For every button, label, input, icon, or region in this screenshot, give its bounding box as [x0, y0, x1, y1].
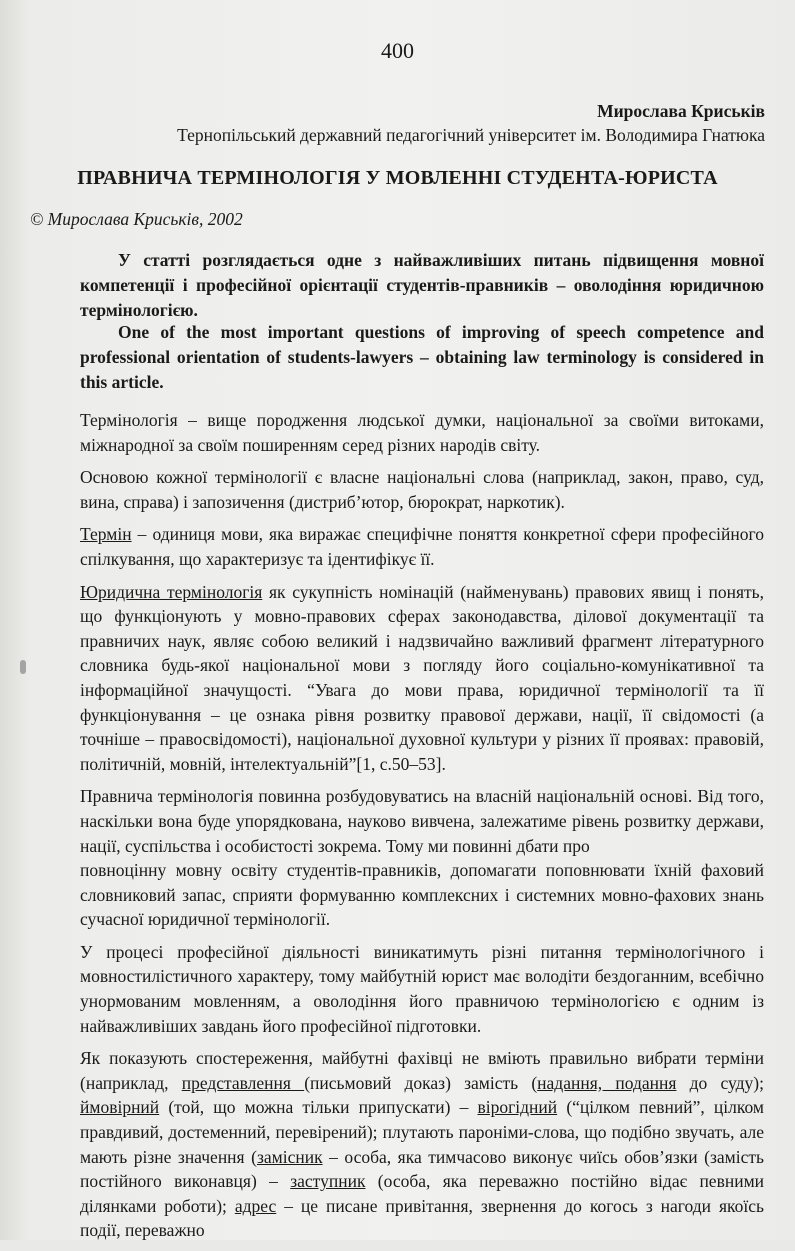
p8-text-e: (“цілком певний”, цілком правдивий, достеменний, перевірений); плутають пароніми-слова, що подібно звучать, але мають різне значення ( [80, 1097, 765, 1167]
article-body [80, 408, 764, 1251]
paragraph-5: Правнича термінологія повинна розбудовуватись на власній національній основі. Від того, наскільки вона буде упорядкована, науково вивчена, залежатиме рівень розвитку держави, нації, суспільства і особистості зокрема. Тому ми повинні дбати про [80, 786, 764, 856]
term-adres: адрес [234, 1195, 277, 1216]
p8-text-a: Як показують спостереження, майбутні фахівці не вміють правильно вибрати терміни (наприклад, [80, 1048, 764, 1093]
p8-text-d: (той, що можна тільки припускати) – [159, 1097, 478, 1118]
term-zamisnyk: замісник [256, 1146, 323, 1167]
p8-text-f: – особа, яка тимчасово виконує чиїсь обов’язки (замість постійного виконавця) – [80, 1146, 764, 1192]
term-zastupnyk: заступник [290, 1171, 366, 1192]
paragraph-7: У процесі професійної діяльності виникатимуть різні питання термінологічного і мовностилістичного характеру, тому майбутній юрист має володіти бездоганним, всебічно унормованим мовленням, а оволодіння його правничою термінологією є одним із найважливіших завдань його професійної підготовки. [80, 941, 764, 1036]
paragraph-3-text: – одиниця мови, яка виражає специфічне поняття конкретної сфери професійного спілкування, що характеризує та ідентифікує її. [80, 524, 764, 569]
p8-text-b: (письмовий доказ) замість ( [304, 1072, 538, 1093]
paragraph-8 [80, 1046, 764, 1243]
p8-text-g: (особа, яка переважно постійно відає певними ділянками роботи); [80, 1171, 765, 1216]
author-affiliation: Тернопільський державний педагогічний університет ім. Володимира Гнатюка [177, 125, 765, 145]
p8-text-h: – це писане привітання, звернення до когось з нагоди якоїсь події, переважно [80, 1195, 765, 1241]
article-title: ПРАВНИЧА ТЕРМІНОЛОГІЯ У МОВЛЕННІ СТУДЕНТА-ЮРИСТА [77, 167, 718, 189]
term-virohidnyi: вірогідний [477, 1097, 558, 1118]
scan-smudge [20, 660, 26, 674]
abstract-english: One of the most important questions of improving of speech competence and professional orientation of students-lawyers – obtaining law terminology is considered in this article. [80, 322, 764, 392]
term-legal-terminology: Юридична термінологія [80, 581, 263, 602]
copyright-line: © Мирослава Криськів, 2002 [30, 209, 243, 229]
paragraph-4-text: як сукупність номінацій (найменувань) правових явищ і понять, що функціонують у мовно-правових сферах законодавства, ділової документації та правничих наук, являє собою великий і надзвичайно важливий фрагмент літературного словника будь-якої національної мови з погляду його соціально-комунікативної та інформаційної значущості. “Увага до мови права, юридичної термінології та її функціонування – це ознака рівня розвитку правової держави, нації, її свідомості (а точніше – правосвідомості), національної духовної культури у різних її проявах: правовій, політичній, мовній, інтелектуальній”[1, с.50–53]. [80, 581, 765, 774]
abstract-ukrainian: У статті розглядається одне з найважливіших питань підвищення мовної компетенції і професійної орієнтації студентів-правників – оволодіння юридичною термінологією. [80, 250, 764, 320]
term-nadannia: надання, подання [537, 1072, 677, 1093]
term-predstavlennia: представлення [181, 1072, 305, 1093]
paragraph-3 [80, 522, 764, 571]
paragraph-4 [80, 580, 764, 777]
page-number: 400 [381, 38, 414, 63]
paragraph-6: повноцінну мовну освіту студентів-правників, допомагати поповнювати їхній фаховий словниковий запас, сприяти формуванню комплексних і системних мовно-фахових знань сучасної юридичної термінології. [80, 860, 764, 930]
p8-text-c: до суду); [676, 1072, 764, 1093]
paragraph-1: Термінологія – вище породження людської думки, національної за своїми витоками, міжнародної за своїм поширенням серед різних народів світу. [80, 410, 764, 455]
term-ymovirnyi: ймовірний [80, 1097, 160, 1118]
term-termin: Термін [80, 524, 132, 545]
paragraph-2: Основою кожної термінології є власне національні слова (наприклад, закон, право, суд, вина, справа) і запозичення (дистриб’ютор, бюрократ, наркотик). [80, 467, 764, 512]
author-name: Мирослава Криськів [597, 101, 765, 121]
